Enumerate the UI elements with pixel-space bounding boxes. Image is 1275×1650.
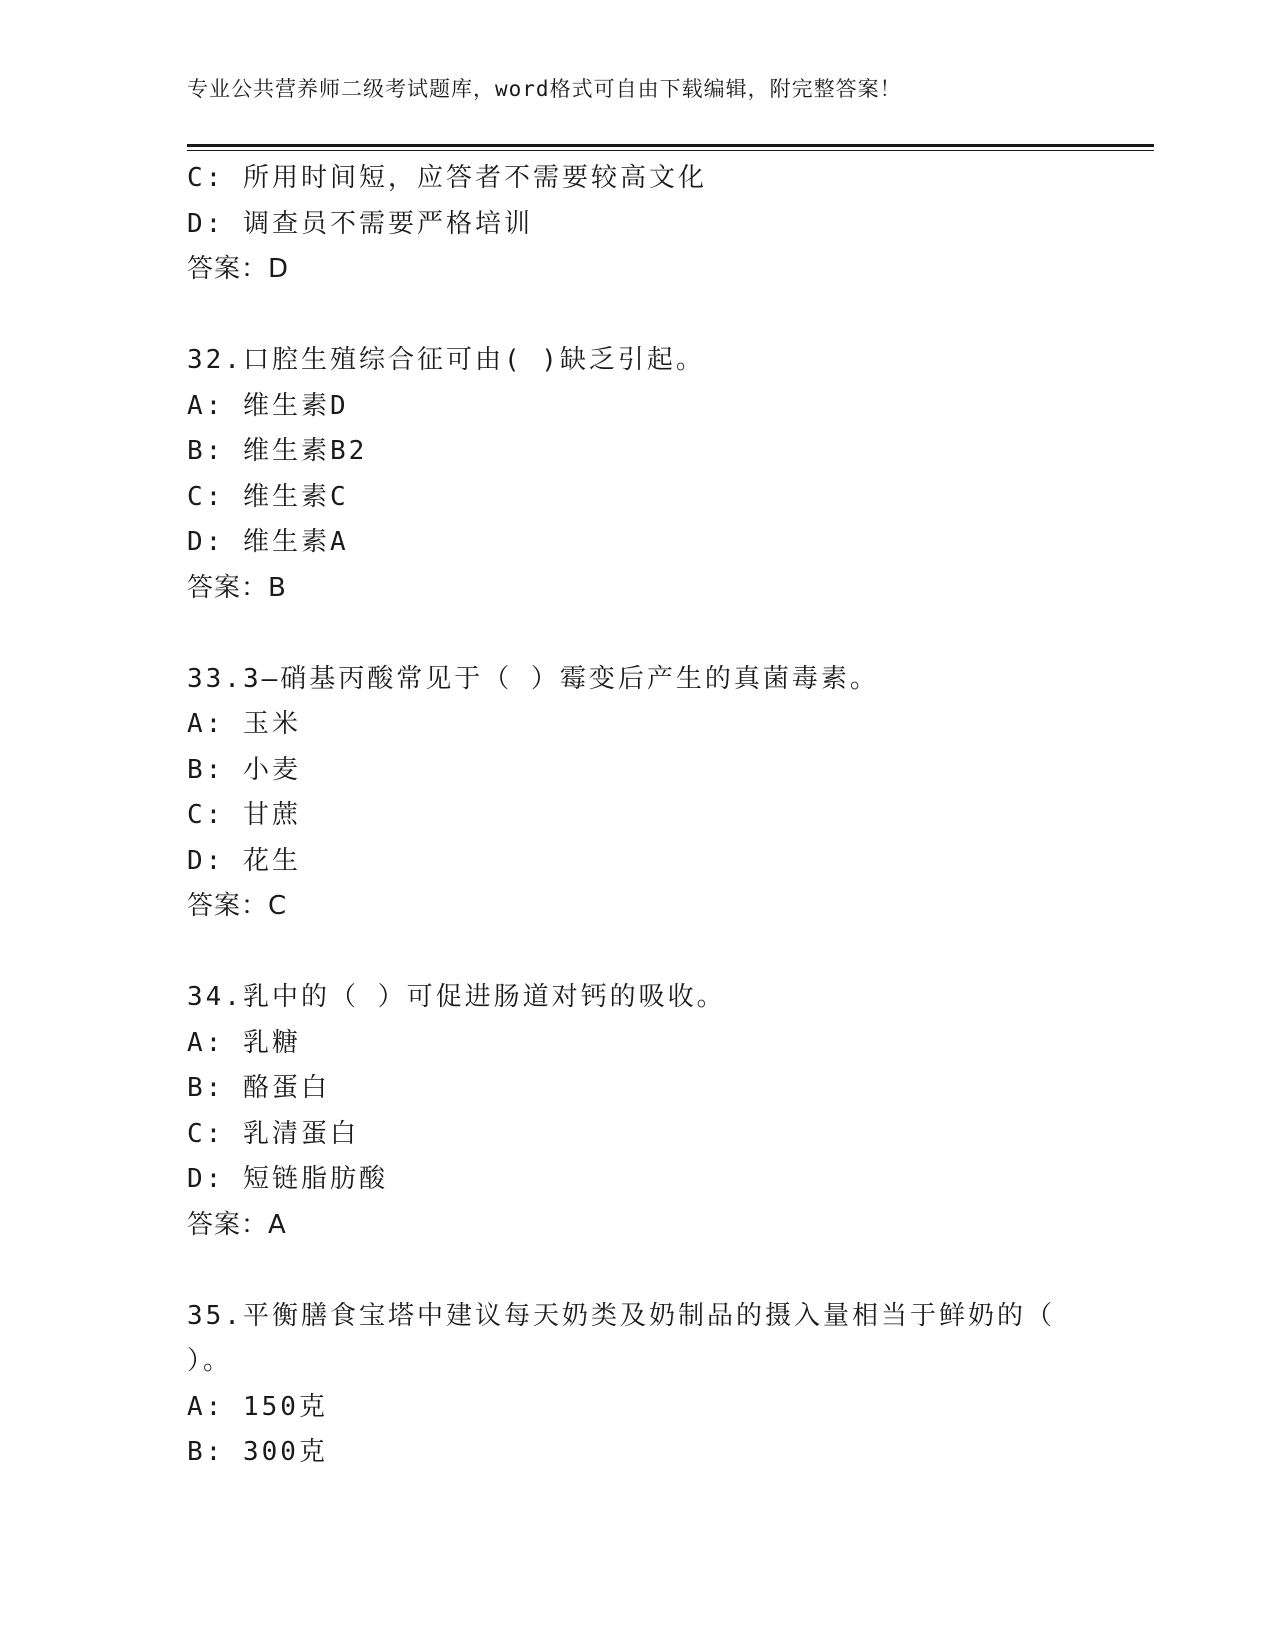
- spacer: [187, 293, 1087, 339]
- option-line: C: 维生素C: [187, 481, 349, 512]
- question-line: 33.3—硝基丙酸常见于（ ）霉变后产生的真菌毒素。: [187, 663, 879, 694]
- spacer: [187, 930, 1087, 976]
- answer-line: 答案：C: [187, 891, 288, 921]
- option-line: B: 300克: [187, 1437, 328, 1467]
- question-line: 35.平衡膳食宝塔中建议每天奶类及奶制品的摄入量相当于鲜奶的（: [187, 1300, 1055, 1331]
- option-line: B: 维生素B2: [187, 436, 368, 466]
- spacer: [187, 611, 1087, 657]
- header-rule-thick: [187, 144, 1154, 147]
- question-line-continued: ）。: [187, 1346, 233, 1376]
- option-line: A: 150克: [187, 1391, 328, 1422]
- option-line: D: 短链脂肪酸: [187, 1164, 388, 1194]
- option-line: A: 乳糖: [187, 1027, 301, 1058]
- option-line: C: 乳清蛋白: [187, 1118, 359, 1149]
- option-line: C: 所用时间短，应答者不需要较高文化: [187, 163, 707, 193]
- option-line: C: 甘蔗: [187, 800, 301, 830]
- answer-line: 答案：B: [187, 572, 287, 603]
- option-line: D: 维生素A: [187, 527, 349, 557]
- option-line: B: 酪蛋白: [187, 1073, 330, 1103]
- spacer: [187, 1248, 1087, 1294]
- header-rule-thin: [187, 150, 1154, 151]
- option-line: B: 小麦: [187, 754, 301, 785]
- option-line: A: 维生素D: [187, 390, 349, 421]
- option-line: D: 调查员不需要严格培训: [187, 208, 533, 239]
- option-line: D: 花生: [187, 845, 301, 876]
- question-line: 34.乳中的（ ）可促进肠道对钙的吸收。: [187, 982, 726, 1012]
- answer-line: 答案：D: [187, 254, 290, 284]
- question-line: 32.口腔生殖综合征可由( )缺乏引起。: [187, 345, 705, 375]
- answer-line: 答案：A: [187, 1209, 287, 1240]
- page-header: 专业公共营养师二级考试题库，word格式可自由下载编辑，附完整答案！: [187, 77, 902, 101]
- option-line: A: 玉米: [187, 709, 301, 739]
- question-content: [187, 156, 1087, 1476]
